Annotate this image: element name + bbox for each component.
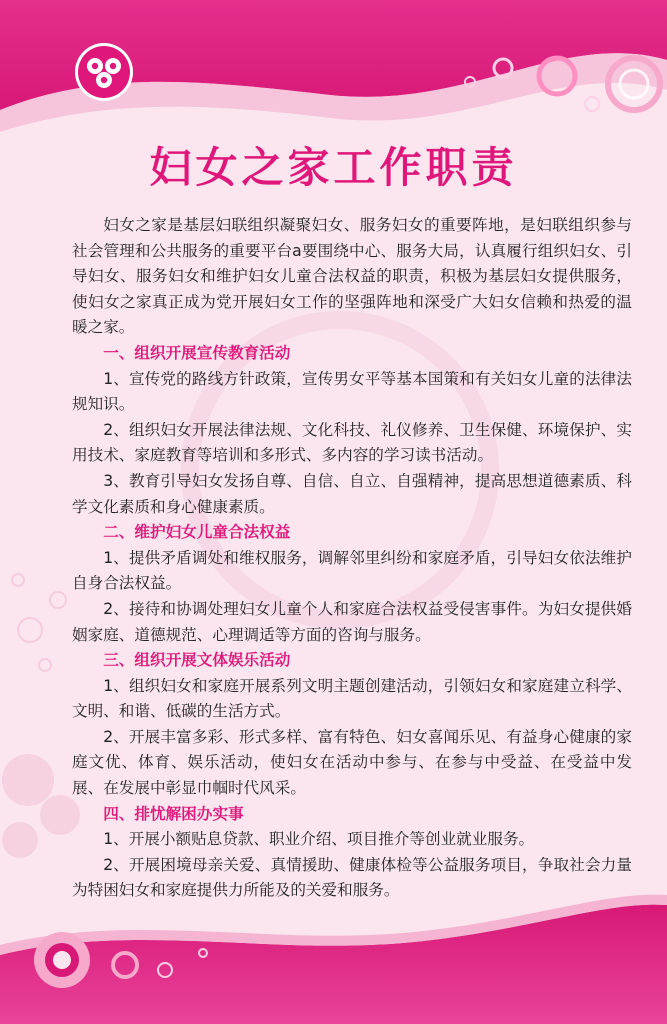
section-item: 1、宣传党的路线方针政策，宣传男女平等基本国策和有关妇女儿童的法律法规知识。 <box>72 369 632 414</box>
section-item: 2、开展丰富多彩、形式多样、富有特色、妇女喜闻乐见、有益身心健康的家庭文优、体育、娱乐活动，使妇女在活动中参与、在参与中受益、在受益中发展、在发展中彰显巾帼时代风采。 <box>72 727 632 798</box>
duties-content <box>72 213 632 904</box>
section-item: 1、提供矛盾调处和维权服务，调解邻里纠纷和家庭矛盾，引导妇女依法维护自身合法权益。 <box>72 548 632 593</box>
section-item: 1、组织妇女和家庭开展系列文明主题创建活动，引领妇女和家庭建立科学、文明、和谐、低碳的生活方式。 <box>72 676 632 721</box>
page-title: 妇女之家工作职责 <box>149 143 518 192</box>
section-item: 2、开展困境母亲关爱、真情援助、健康体检等公益服务项目，争取社会力量为特困妇女和家庭提供力所能及的关爱和服务。 <box>72 855 632 900</box>
section-heading: 三、组织开展文体娱乐活动 <box>103 651 291 670</box>
section-item: 3、教育引导妇女发扬自尊、自信、自立、自强精神，提高思想道德素质、科学文化素质和身心健康素质。 <box>72 471 632 516</box>
section-heading: 四、排忧解困办实事 <box>103 804 244 823</box>
womens-federation-emblem-icon <box>74 42 134 102</box>
section-item: 2、接待和协调处理妇女儿童个人和家庭合法权益受侵害事件。为妇女提供婚姻家庭、道德规范、心理调适等方面的咨询与服务。 <box>72 599 632 644</box>
section-item: 1、开展小额贴息贷款、职业介绍、项目推介等创业就业服务。 <box>103 830 535 849</box>
section-heading: 二、维护妇女儿童合法权益 <box>103 523 291 542</box>
intro-paragraph: 妇女之家是基层妇联组织凝聚妇女、服务妇女的重要阵地，是妇联组织参与社会管理和公共服务的重要平台a要围绕中心、服务大局，认真履行组织妇女、引导妇女、服务妇女和维护妇女儿童合法权益的职责，积极为基层妇女提供服务，使妇女之家真正成为党开展妇女工作的坚强阵地和深受广大妇女信赖和热爱的温暖之家。 <box>72 216 632 337</box>
section-heading: 一、组织开展宣传教育活动 <box>103 343 291 362</box>
section-item: 2、组织妇女开展法律法规、文化科技、礼仪修养、卫生保健、环境保护、实用技术、家庭教育等培训和多形式、多内容的学习读书活动。 <box>72 420 632 465</box>
